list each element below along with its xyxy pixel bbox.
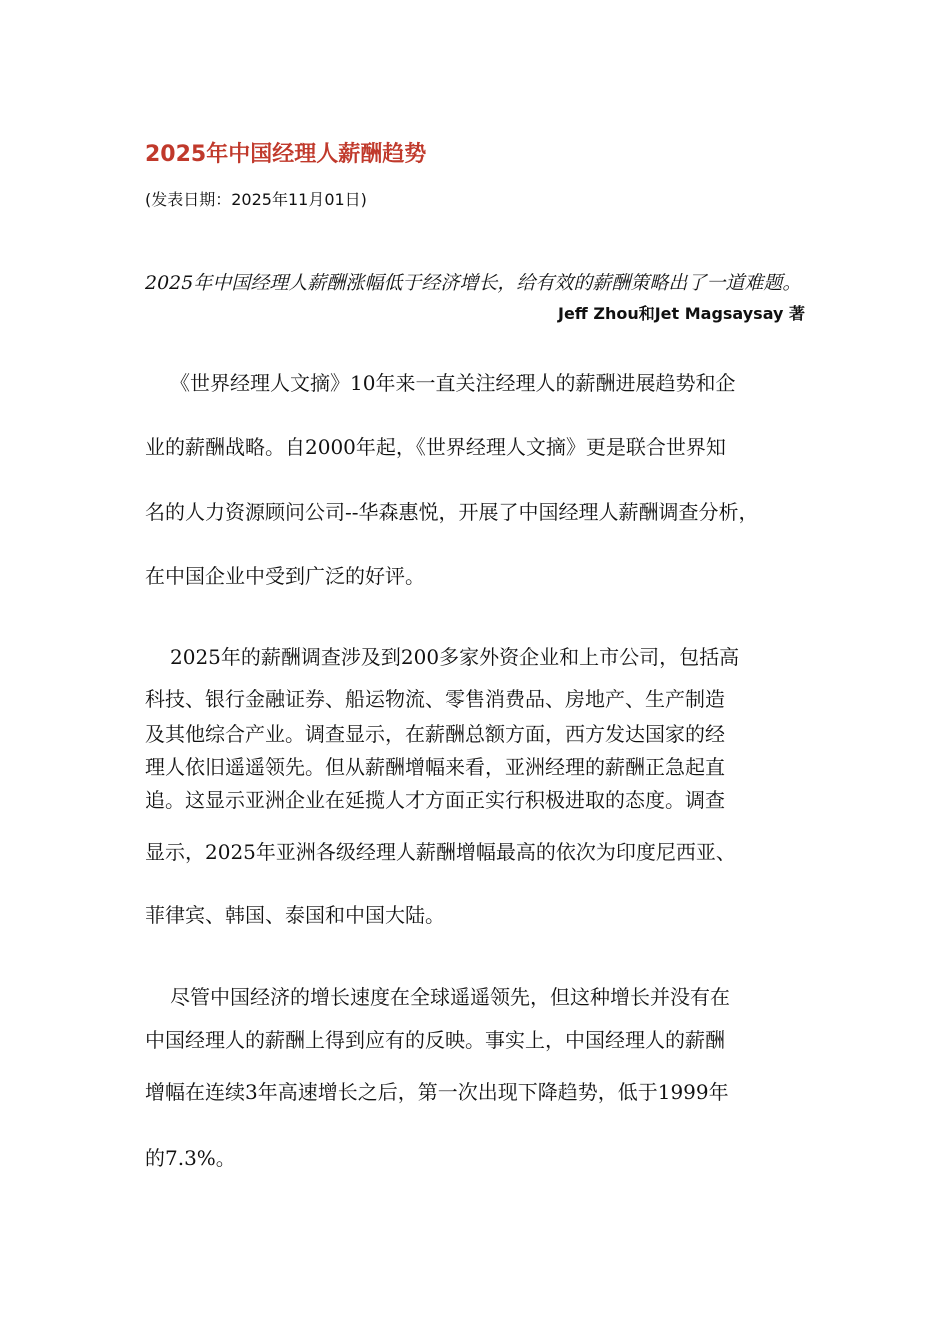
paragraph-line: 科技、银行金融证券、船运物流、零售消费品、房地产、生产制造	[145, 687, 725, 711]
paragraph-line: 2025年的薪酬调查涉及到200多家外资企业和上市公司，包括高	[170, 645, 740, 669]
article-title: 2025年中国经理人薪酬趋势	[145, 142, 427, 167]
paragraph-line: 《世界经理人文摘》10年来一直关注经理人的薪酬进展趋势和企	[170, 371, 736, 395]
paragraph-line: 中国经理人的薪酬上得到应有的反映。事实上，中国经理人的薪酬	[145, 1028, 725, 1052]
publish-date: (发表日期：2025年11月01日)	[145, 190, 367, 209]
paragraph-line: 增幅在连续3年高速增长之后，第一次出现下降趋势，低于1999年	[145, 1080, 729, 1104]
paragraph-line: 的7.3%。	[145, 1146, 236, 1170]
paragraph-line: 理人依旧遥遥领先。但从薪酬增幅来看，亚洲经理的薪酬正急起直	[145, 755, 725, 779]
article-subtitle: 2025年中国经理人薪酬涨幅低于经济增长，给有效的薪酬策略出了一道难题。	[145, 272, 802, 294]
paragraph-line: 在中国企业中受到广泛的好评。	[145, 564, 425, 588]
paragraph-line: 显示，2025年亚洲各级经理人薪酬增幅最高的依次为印度尼西亚、	[145, 840, 736, 864]
paragraph-line: 业的薪酬战略。自2000年起，《世界经理人文摘》更是联合世界知	[145, 435, 726, 459]
paragraph-line: 追。这显示亚洲企业在延揽人才方面正实行积极进取的态度。调查	[145, 788, 725, 812]
article-author: Jeff Zhou和Jet Magsaysay 著	[558, 304, 805, 323]
paragraph-line: 名的人力资源顾问公司--华森惠悦，开展了中国经理人薪酬调查分析，	[145, 500, 759, 524]
paragraph-line: 菲律宾、韩国、泰国和中国大陆。	[145, 903, 445, 927]
paragraph-line: 尽管中国经济的增长速度在全球遥遥领先，但这种增长并没有在	[170, 985, 730, 1009]
paragraph-line: 及其他综合产业。调查显示，在薪酬总额方面，西方发达国家的经	[145, 722, 725, 746]
